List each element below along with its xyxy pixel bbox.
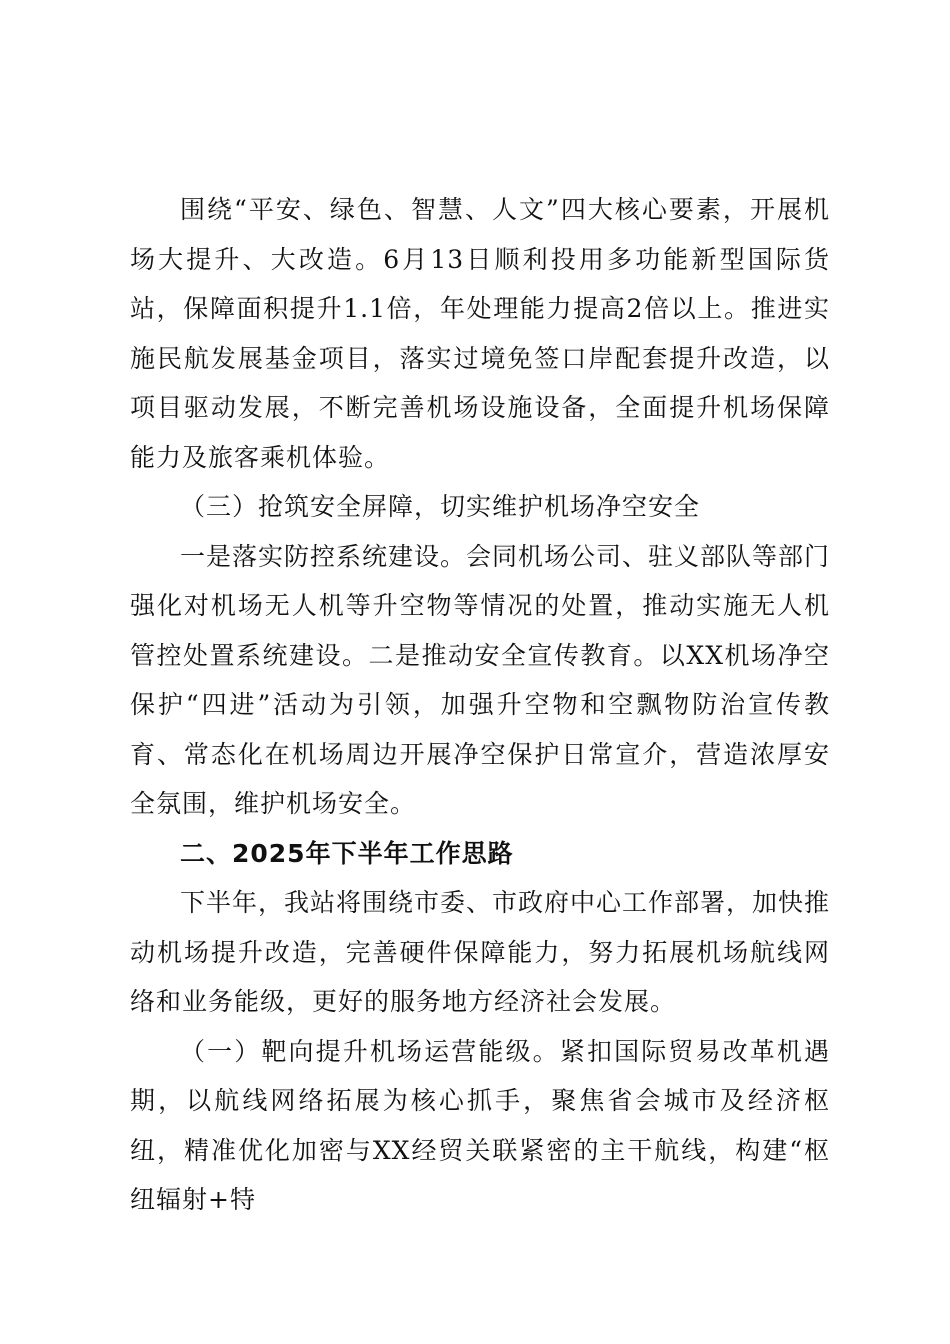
paragraph-airport-upgrade: 围绕“平安、绿色、智慧、人文”四大核心要素，开展机场大提升、大改造。6月13日顺利投用多功能新型国际货站，保障面积提升1.1倍，年处理能力提高2倍以上。推进实施民航发展基金项目，落实过境免签口岸配套提升改造，以项目驱动发展，不断完善机场设施设备，全面提升机场保障能力及旅客乘机体验。	[130, 195, 830, 472]
paragraph-second-half-intro: 下半年，我站将围绕市委、市政府中心工作部署，加快推动机场提升改造，完善硬件保障能力，努力拓展机场航线网络和业务能级，更好的服务地方经济社会发展。	[130, 888, 831, 1016]
document-body	[130, 185, 830, 1225]
paragraph-operations-level	[130, 1027, 830, 1225]
subheading-safety-barrier: （三）抢筑安全屏障，切实维护机场净空安全	[180, 492, 701, 521]
paragraph-control-system: 一是落实防控系统建设。会同机场公司、驻义部队等部门强化对机场无人机等升空物等情况的处置，推动实施无人机管控处置系统建设。二是推动安全宣传教育。以XX机场净空保护“四进”活动为引领，加强升空物和空飘物防治宣传教育、常态化在机场周边开展净空保护日常宣介，营造浓厚安全氛围，维护机场安全。	[130, 541, 831, 818]
section-heading-second-half-plan: 二、2025年下半年工作思路	[180, 838, 514, 868]
paragraph-lead-body: 紧扣国际贸易改革机遇期，以航线网络拓展为核心抓手，聚焦省会城市及经济枢纽，精准优化加密与XX经贸关联紧密的主干航线，构建“枢纽辐射+特	[130, 1036, 830, 1214]
paragraph-lead-heading: （一）靶向提升机场运营能级。	[180, 1036, 560, 1066]
